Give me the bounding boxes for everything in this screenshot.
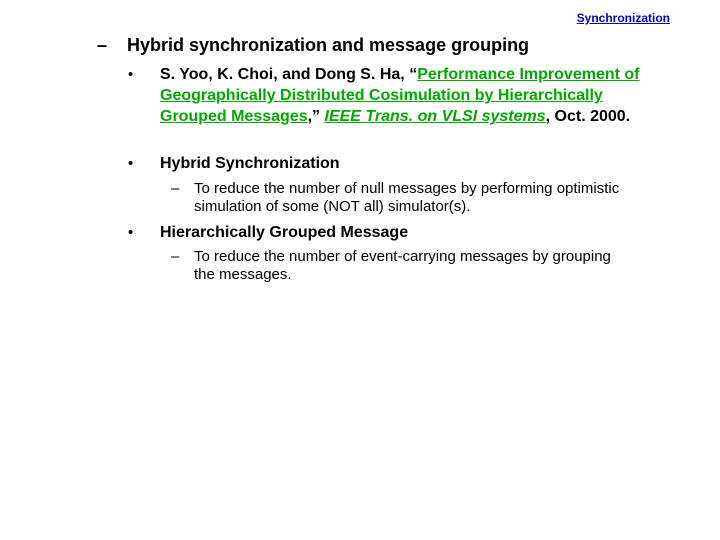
- sub-item-hybrid-sync: To reduce the number of null messages by performing optimistic simulation of some (NOT all) simulator(s).: [194, 180, 620, 215]
- sub-dash: –: [171, 248, 180, 265]
- reference-authors: S. Yoo, K. Choi, and Dong S. Ha, “: [160, 66, 418, 83]
- journal-link[interactable]: IEEE Trans. on VLSI systems: [324, 108, 546, 125]
- reference-date: , Oct. 2000.: [545, 108, 631, 125]
- topic-link[interactable]: Synchronization: [576, 11, 670, 25]
- bullet-icon: •: [128, 155, 134, 172]
- section-heading: [97, 35, 529, 56]
- heading-dash: –: [97, 35, 108, 55]
- bullet-icon: •: [128, 66, 134, 83]
- reference-item: [160, 64, 660, 127]
- paper-title-link[interactable]: Performance Improvement of Geographically Distributed Cosimulation by Hierarchically Grouped Messages: [160, 66, 640, 125]
- heading-text: Hybrid synchronization and message grouping: [127, 35, 530, 55]
- list-item-hybrid-sync: Hybrid Synchronization: [160, 155, 340, 172]
- sub-dash: –: [171, 180, 180, 197]
- bullet-icon: •: [128, 224, 134, 241]
- reference-close-quote: ,”: [307, 108, 325, 125]
- sub-item-grouped-message: To reduce the number of event-carrying messages by grouping the messages.: [194, 248, 611, 283]
- list-item-grouped-message: Hierarchically Grouped Message: [160, 224, 409, 241]
